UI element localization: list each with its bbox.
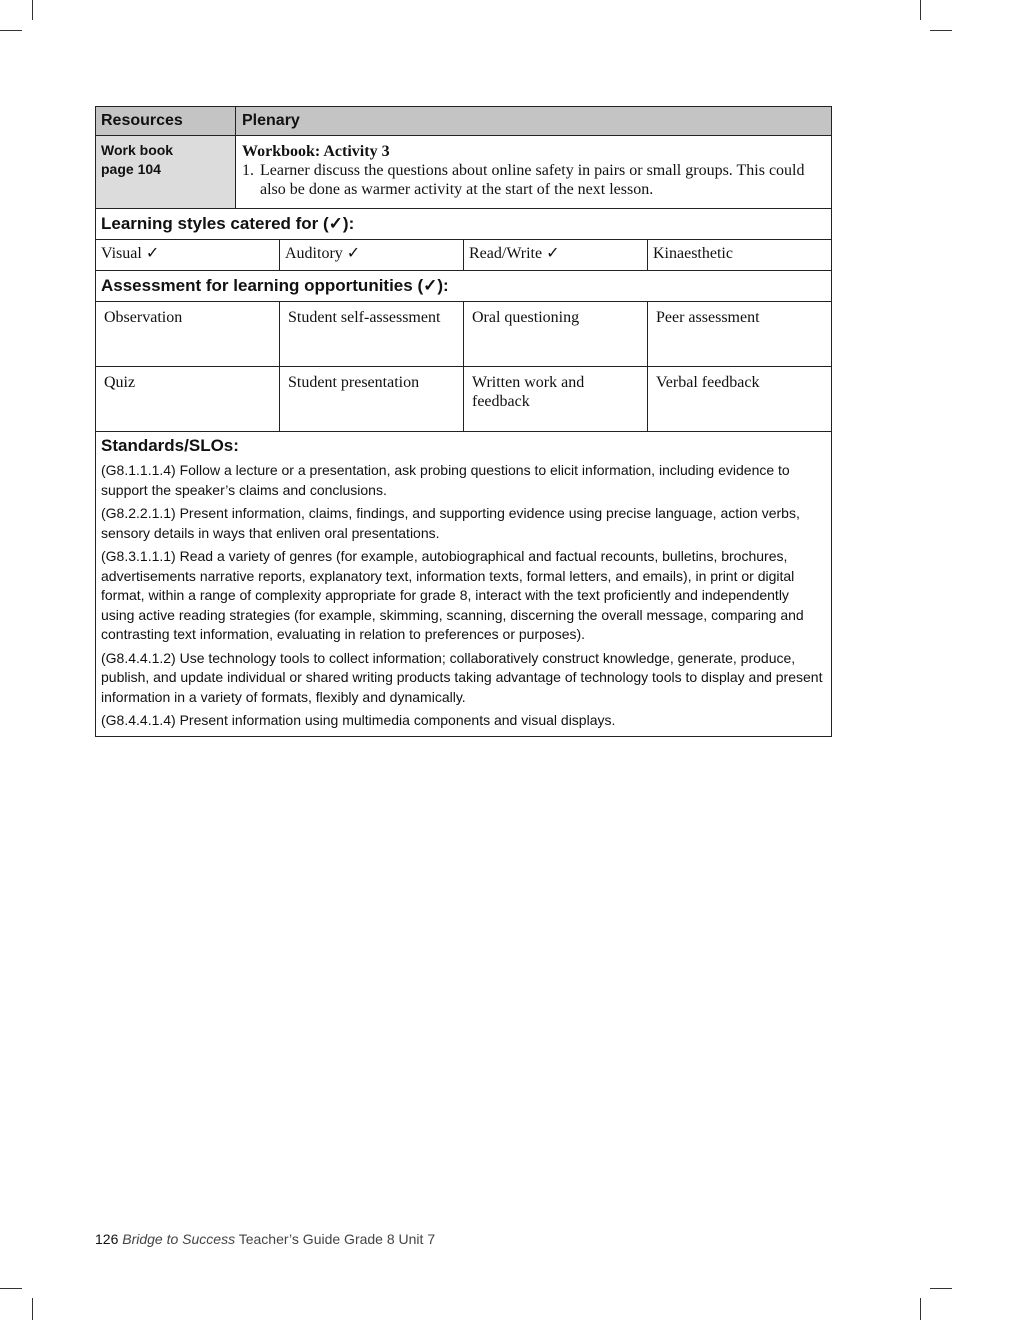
learning-styles-row (96, 240, 831, 271)
crop-mark (930, 30, 952, 31)
plenary-header: Plenary (242, 112, 300, 129)
assessment-cell: Student presentation (280, 367, 464, 431)
lesson-table (95, 106, 832, 737)
assessment-cell: Observation (96, 302, 280, 366)
standard-item: (G8.3.1.1.1) Read a variety of genres (for example, autobiographical and factual recounts, bulletins, brochures, advertisements narrative reports, explanatory text, information texts, formal letters, and emails), in print or digital format, within a range of complexity appropriate for grade 8, interact with the text proficiently and independently using active reading strategies (for example, skimming, scanning, discerning the overall message, comparing and contrasting text information, evaluating in relation to preferences or purposes). (101, 548, 804, 642)
page-footer (95, 1231, 435, 1247)
crop-mark (930, 1288, 952, 1289)
assessment-cell: Quiz (96, 367, 280, 431)
standard-item: (G8.1.1.1.4) Follow a lecture or a presentation, ask probing questions to elicit information, including evidence to support the speaker’s claims and conclusions. (101, 462, 790, 498)
page-number: 126 (95, 1231, 119, 1247)
footer-text: Teacher’s Guide Grade 8 Unit 7 (238, 1231, 436, 1247)
crop-mark (32, 1298, 33, 1320)
assessment-cell: Written work and feedback (464, 367, 648, 431)
standard-item: (G8.4.4.1.4) Present information using multimedia components and visual displays. (101, 712, 616, 728)
learning-styles-title: Learning styles catered for (✓): (96, 209, 831, 240)
learning-style-cell: Kinaesthetic (653, 245, 733, 262)
standards-title: Standards/SLOs: (101, 436, 239, 455)
book-title: Bridge to Success (122, 1231, 236, 1247)
learning-style-cell: Auditory ✓ (280, 240, 464, 270)
assessment-row (96, 302, 831, 367)
activity-title: Workbook: Activity 3 (242, 143, 390, 160)
crop-mark (0, 30, 22, 31)
learning-style-cell: Read/Write ✓ (464, 240, 648, 270)
activity-number: 1. (242, 162, 254, 179)
crop-mark (920, 0, 921, 20)
resource-line: page 104 (101, 161, 161, 177)
crop-mark (32, 0, 33, 20)
assessment-cell: Oral questioning (464, 302, 648, 366)
assessment-cell: Peer assessment (656, 309, 760, 326)
activity-cell (236, 136, 831, 208)
table-header-row (96, 107, 831, 136)
assessment-title: Assessment for learning opportunities (✓): (96, 271, 831, 302)
learning-style-cell: Visual ✓ (96, 240, 280, 270)
standards-section (96, 432, 831, 736)
assessment-cell: Verbal feedback (656, 374, 760, 391)
plenary-row (96, 136, 831, 209)
crop-mark (920, 1298, 921, 1320)
activity-item (242, 161, 825, 199)
standard-item: (G8.2.2.1.1) Present information, claims, findings, and supporting evidence using precise language, action verbs, sensory details in ways that enliven oral presentations. (101, 505, 800, 541)
assessment-row (96, 367, 831, 432)
crop-mark (0, 1288, 22, 1289)
standard-item: (G8.4.4.1.2) Use technology tools to collect information; collaboratively construct knowledge, generate, produce, publish, and update individual or shared writing products taking advantage of technology tools to display and present information in a variety of formats, flexibly and dynamically. (101, 649, 823, 705)
assessment-cell: Student self-assessment (280, 302, 464, 366)
activity-text: Learner discuss the questions about online safety in pairs or small groups. This could also be done as warmer activity at the start of the next lesson. (260, 162, 805, 198)
resource-line: Work book (101, 142, 174, 158)
resources-header: Resources (96, 107, 236, 135)
resource-cell (96, 136, 236, 208)
